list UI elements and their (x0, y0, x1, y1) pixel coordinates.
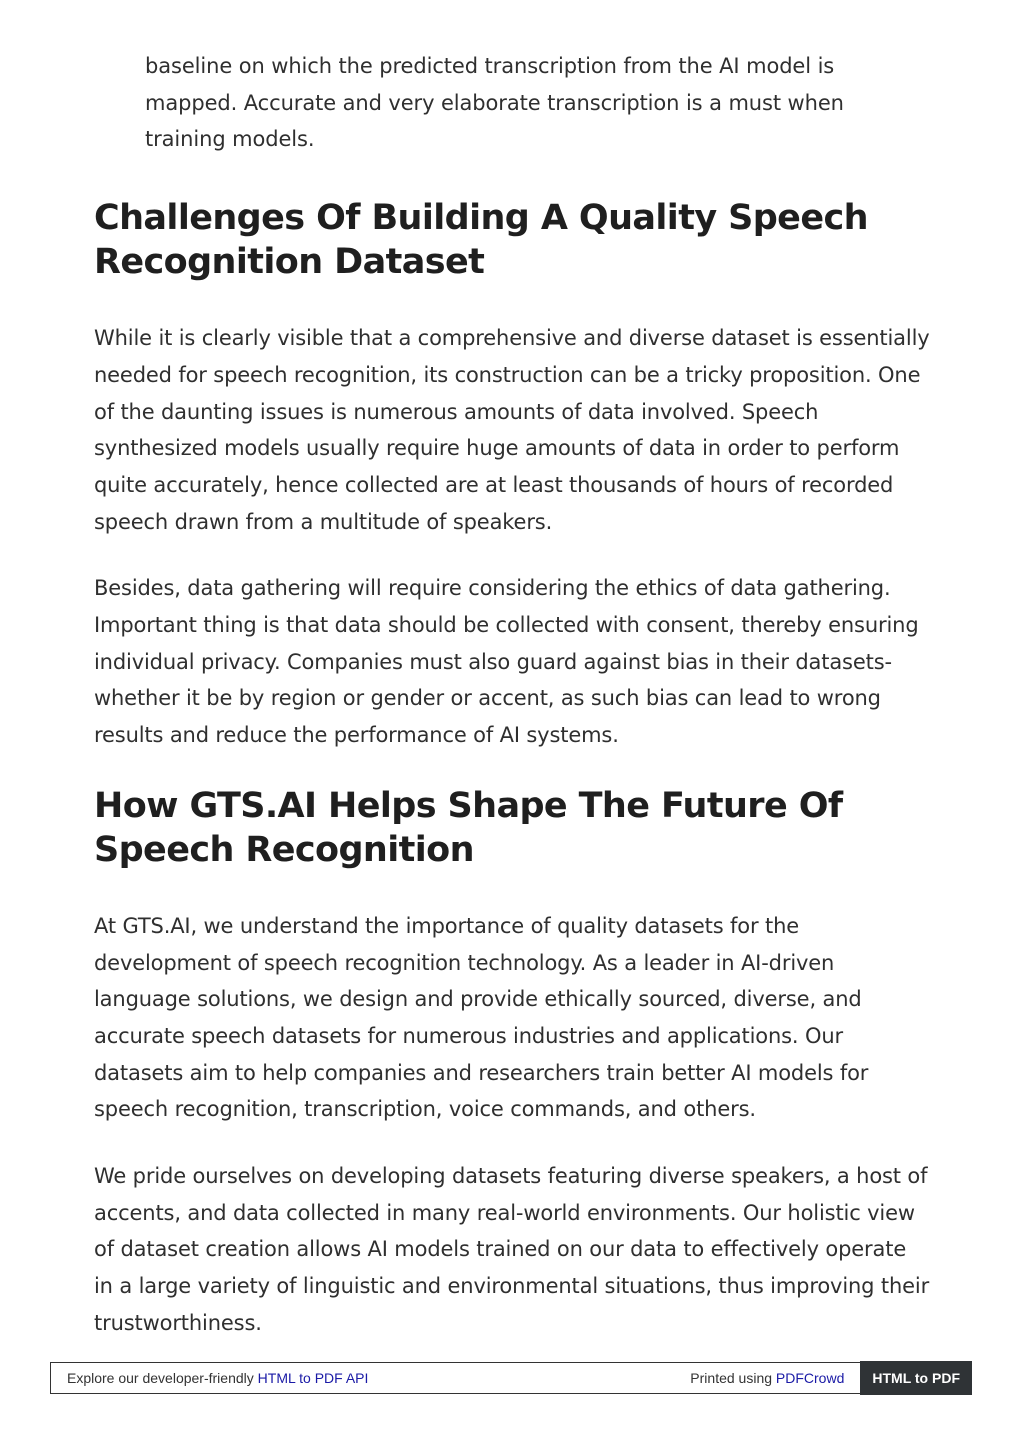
document-body (94, 48, 930, 1372)
section-heading-challenges: Challenges Of Building A Quality Speech Recognition Dataset (94, 198, 868, 283)
footer-right-text: Printed using (690, 1370, 776, 1386)
html-to-pdf-api-link[interactable]: HTML to PDF API (257, 1370, 369, 1386)
footer-right (690, 1370, 860, 1386)
paragraph: We pride ourselves on developing datasets featuring diverse speakers, a host of accents, and data collected in many real-world environments. Our holistic view of dataset creation allows AI models trained on our data to effectively operate in a large variety of linguistic and environmental situations, thus improving their trustworthiness. (94, 1164, 930, 1335)
paragraph: Besides, data gathering will require considering the ethics of data gathering. Important thing is that data should be collected with consent, thereby ensuring individual privacy. Companies must also guard against bias in their datasets-whether it be by region or gender or accent, as such bias can lead to wrong results and reduce the performance of AI systems. (94, 576, 919, 748)
html-to-pdf-badge[interactable]: HTML to PDF (860, 1361, 972, 1395)
list-item-continuation: baseline on which the predicted transcription from the AI model is mapped. Accurate and very elaborate transcription is a must when training models. (145, 54, 844, 152)
paragraph: At GTS.AI, we understand the importance of quality datasets for the development of speech recognition technology. As a leader in AI-driven language solutions, we design and provide ethically sourced, diverse, and accurate speech datasets for numerous industries and applications. Our datasets aim to help companies and researchers train better AI models for speech recognition, transcription, voice commands, and others. (94, 913, 869, 1122)
paragraph: While it is clearly visible that a comprehensive and diverse dataset is essentially needed for speech recognition, its construction can be a tricky proposition. One of the daunting issues is numerous amounts of data involved. Speech synthesized models usually require huge amounts of data in order to perform quite accurately, hence collected are at least thousands of hours of recorded speech drawn from a multitude of speakers. (94, 326, 930, 534)
pdfcrowd-link[interactable]: PDFCrowd (775, 1370, 845, 1386)
footer-left-text: Explore our developer-friendly (67, 1370, 258, 1386)
section-heading-gts-ai: How GTS.AI Helps Shape The Future Of Speech Recognition (94, 785, 843, 870)
footer-left (51, 1370, 690, 1386)
pdfcrowd-footer (50, 1362, 972, 1394)
